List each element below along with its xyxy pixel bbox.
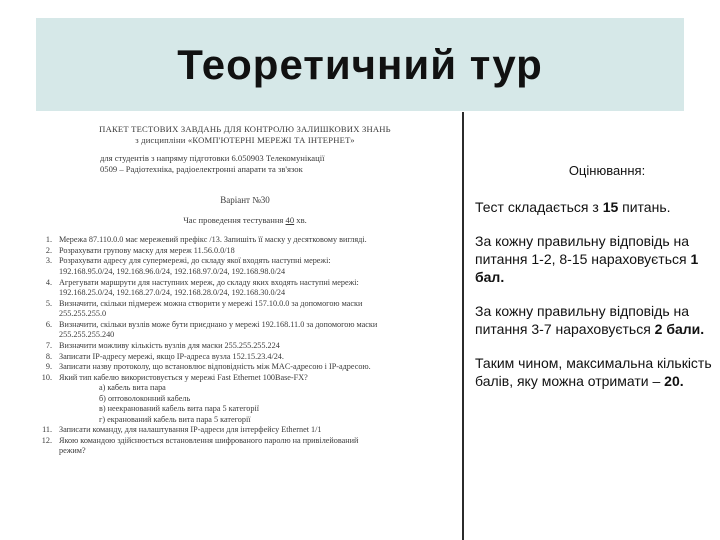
evaluation-p3-bold: 2 бали. [654, 321, 705, 337]
question-text-line: Визначити, скільки підмереж можна створити у мережі 157.10.0.0 за допомогою маски [59, 298, 363, 308]
question-text [59, 246, 456, 256]
question-text-line: 255.255.255.240 [59, 330, 115, 340]
question-text-line: Визначити, скільки вузлів може бути приєднано у мережі 192.168.11.0 за допомогою маски [59, 319, 378, 329]
question-item [34, 235, 456, 245]
scanned-test-document [34, 117, 456, 540]
document-subheader-line-1: для студентів з напряму підготовки 6.050903 Телекомунікації [100, 153, 325, 163]
question-number: 1. [45, 235, 52, 244]
question-text [59, 235, 456, 245]
question-number: 4. [45, 277, 52, 287]
evaluation-paragraph-3 [475, 302, 715, 338]
question-text-line: Визначити можливу кількість вузлів для маски 255.255.255.224 [59, 340, 280, 350]
evaluation-paragraph-2 [475, 232, 715, 286]
question-item [34, 425, 456, 435]
variant-label: Варіант №30 [220, 195, 270, 205]
answer-option: в) неекранований кабель вита пара 5 категорії [99, 404, 260, 414]
question-text-line: Який тип кабелю використовується у мережі Fast Ethernet 100Base-FX? [59, 372, 308, 382]
question-text-line: Записати IP-адресу мережі, якщо IP-адреса вузла 152.15.23.4/24. [59, 351, 284, 361]
answer-option: б) оптоволоконний кабель [99, 393, 191, 403]
question-item [34, 299, 456, 320]
question-text-line: Розрахувати адресу для супермережі, до складу якої входять наступні мережі: [59, 256, 331, 266]
question-item [34, 256, 456, 277]
test-duration-suffix: хв. [296, 215, 307, 225]
question-number: 12. [41, 435, 52, 445]
question-text-line: Агрегувати маршрути для наступних мереж, до складу яких входять наступні мережі: [59, 277, 359, 287]
document-header-line-1: ПАКЕТ ТЕСТОВИХ ЗАВДАНЬ ДЛЯ КОНТРОЛЮ ЗАЛИШКОВИХ ЗНАНЬ [99, 124, 391, 134]
question-text [59, 256, 456, 277]
evaluation-p2-text: За кожну правильну відповідь на питання 1-2, 8-15 нараховується [475, 233, 691, 267]
question-item [34, 352, 456, 362]
question-number: 5. [45, 298, 52, 308]
question-text-line: режим? [59, 446, 86, 456]
question-number: 6. [45, 319, 52, 329]
question-text [59, 341, 456, 351]
question-text [59, 436, 456, 457]
question-text-line: Записати назву протоколу, що встановлює відповідність між MAC-адресою і IP-адресою. [59, 362, 371, 372]
question-text-line: Мережа 87.110.0.0 має мережевий префікс /13. Запишіть її маску у десятковому вигляді. [59, 235, 367, 244]
document-subheader-line-2: 0509 – Радіотехніка, радіоелектронні апарати та зв'язок [100, 164, 303, 174]
question-number: 2. [45, 245, 52, 255]
question-item [34, 436, 456, 457]
question-text-line: Якою командою здійснюється встановлення шифрованого паролю на привілейований [59, 435, 359, 445]
question-number: 7. [45, 340, 52, 350]
question-item [34, 278, 456, 299]
evaluation-p1-tail: питань. [618, 199, 671, 215]
test-duration-prefix: Час проведення тестування [183, 215, 284, 225]
question-text-line: Записати команду, для налаштування IP-адреси для інтерфейсу Ethernet 1/1 [59, 425, 322, 435]
document-header-line-2: з дисципліни «КОМП'ЮТЕРНІ МЕРЕЖІ ТА ІНТЕРНЕТ» [135, 134, 355, 145]
evaluation-panel [475, 118, 715, 390]
question-number: 10. [41, 372, 52, 382]
question-text [59, 373, 456, 425]
test-duration-value: 40 [285, 215, 295, 225]
question-item [34, 246, 456, 256]
evaluation-paragraph-4 [475, 354, 715, 390]
question-text [59, 320, 456, 341]
evaluation-p3-text: За кожну правильну відповідь на питання 3-7 нараховується [475, 303, 690, 337]
evaluation-paragraph-1 [475, 198, 715, 216]
question-text [59, 299, 456, 320]
question-number: 8. [45, 351, 52, 361]
question-list [34, 235, 456, 457]
evaluation-p4-bold: 20. [664, 373, 684, 389]
question-text-line: 255.255.255.0 [59, 309, 107, 319]
question-item [34, 320, 456, 341]
question-text [59, 425, 456, 435]
question-number: 11. [42, 425, 52, 435]
vertical-divider [462, 112, 464, 540]
question-text [59, 352, 456, 362]
evaluation-p4-text: Таким чином, максимальна кількість балів, яку можна отримати – [475, 355, 712, 389]
evaluation-heading: Оцінювання: [568, 163, 646, 178]
question-text-line: 192.168.95.0/24, 192.168.96.0/24, 192.168.97.0/24, 192.168.98.0/24 [59, 266, 286, 276]
question-text [59, 362, 456, 372]
evaluation-p1-text: Тест складається з [475, 199, 603, 215]
question-text [59, 278, 456, 299]
evaluation-p2-bold: 1 бал. [475, 251, 699, 285]
question-number: 3. [45, 256, 52, 266]
answer-option: г) екранований кабель вита пара 5 категорії [99, 414, 251, 424]
question-text-line: Розрахувати групову маску для мереж 11.56.0.0/18 [59, 245, 235, 255]
question-number: 9. [45, 362, 52, 372]
question-item [34, 362, 456, 372]
question-item [34, 341, 456, 351]
question-item [34, 373, 456, 425]
title-banner [36, 18, 684, 111]
answer-option: а) кабель вита пара [99, 383, 166, 393]
question-text-line: 192.168.25.0/24, 192.168.27.0/24, 192.168.28.0/24, 192.168.30.0/24 [59, 287, 286, 297]
slide-title: Теоретичний тур [177, 40, 543, 88]
test-duration [34, 215, 456, 225]
evaluation-p1-bold: 15 [602, 199, 619, 215]
